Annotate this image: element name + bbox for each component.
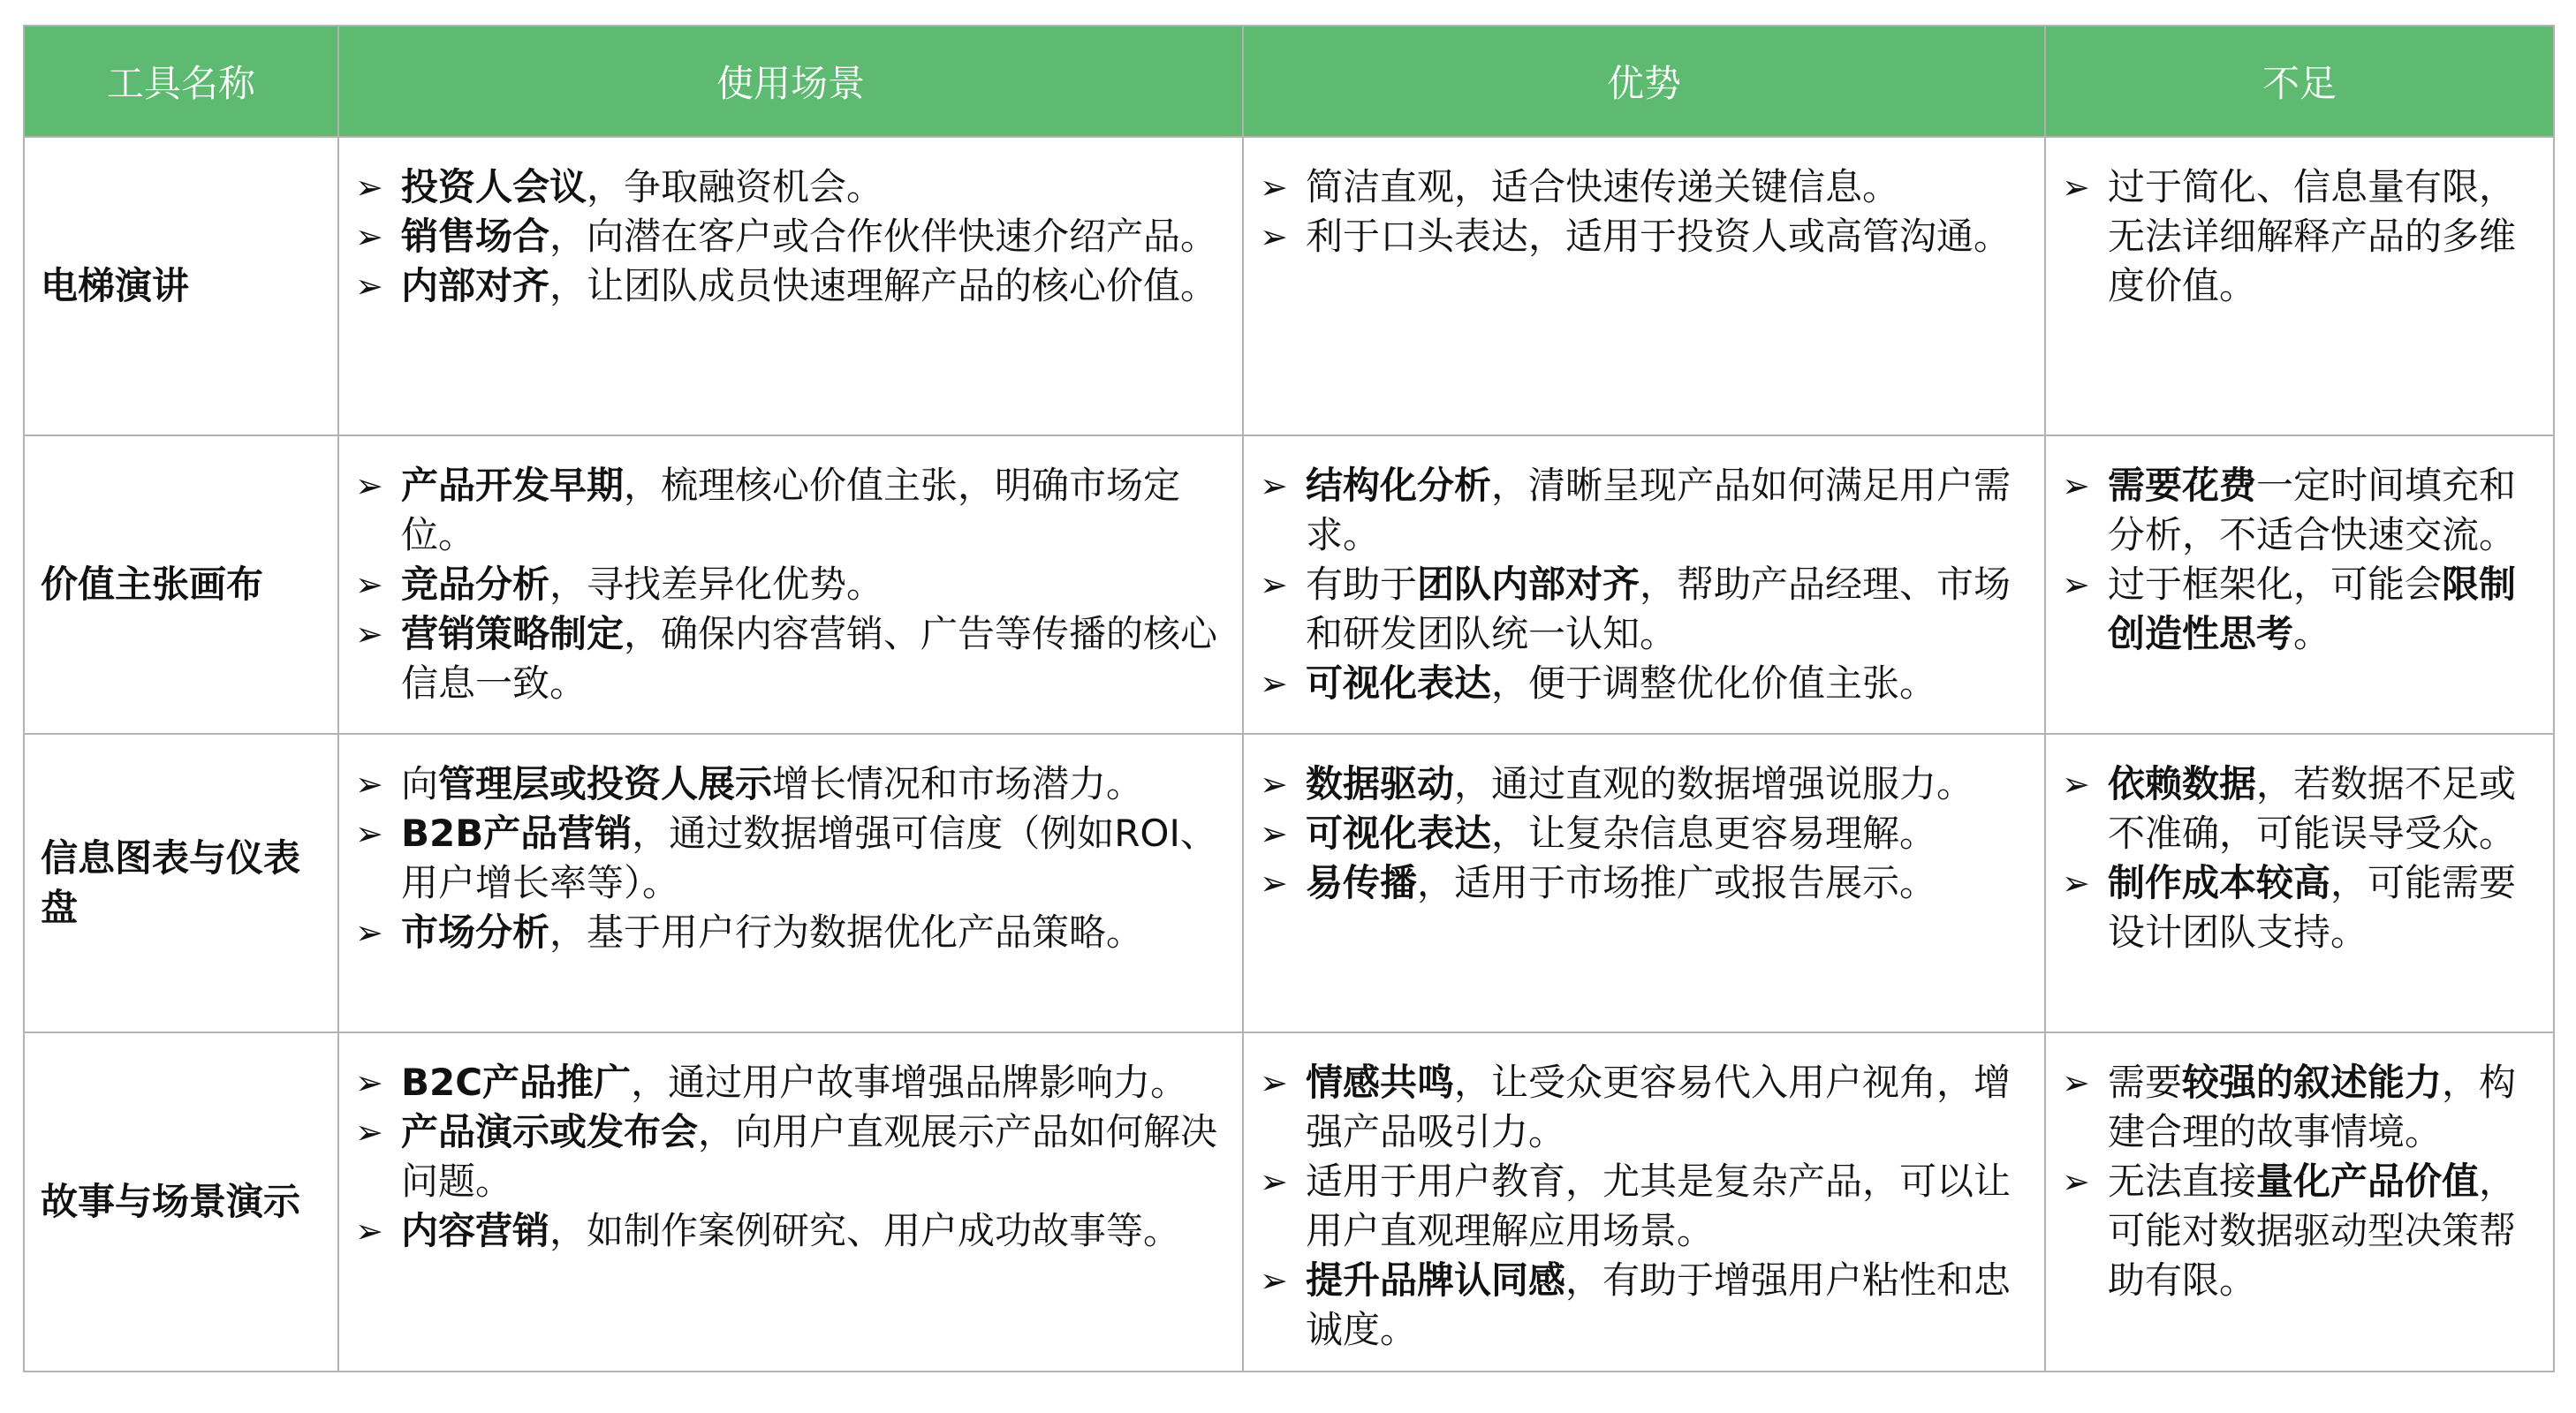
bullet-text: 增长情况和市场潜力。 bbox=[772, 762, 1144, 805]
tool-name-cell: 故事与场景演示 bbox=[24, 1032, 338, 1371]
arrow-bullet-icon: ➢ bbox=[1260, 765, 1288, 804]
bullet-text: ，让复杂信息更容易理解。 bbox=[1491, 812, 1937, 855]
bullet-text: ，构建合理的故事情境。 bbox=[2108, 1061, 2517, 1153]
arrow-bullet-icon: ➢ bbox=[355, 466, 383, 505]
arrow-bullet-icon: ➢ bbox=[355, 615, 383, 654]
bullet-item bbox=[1256, 461, 2032, 560]
arrow-bullet-icon: ➢ bbox=[1260, 1162, 1288, 1201]
arrow-bullet-icon: ➢ bbox=[355, 913, 383, 952]
bullet-text: 无法直接 bbox=[2108, 1160, 2257, 1203]
arrow-bullet-icon: ➢ bbox=[355, 267, 383, 306]
arrow-bullet-icon: ➢ bbox=[1260, 217, 1288, 256]
bullet-text: ，有助于增强用户粘性和忠诚度。 bbox=[1306, 1258, 2012, 1351]
bullet-item bbox=[1256, 858, 2032, 908]
arrow-bullet-icon: ➢ bbox=[1260, 168, 1288, 207]
emphasis-text: B2C产品推广 bbox=[401, 1061, 632, 1104]
bullet-item bbox=[1256, 1256, 2032, 1355]
bullet-text: ，可能需要设计团队支持。 bbox=[2108, 861, 2517, 954]
bullet-item bbox=[352, 609, 1230, 708]
bullet-item bbox=[1256, 1157, 2032, 1256]
emphasis-text: 团队内部对齐 bbox=[1417, 563, 1640, 606]
table-row bbox=[24, 435, 2554, 734]
arrow-bullet-icon: ➢ bbox=[2062, 168, 2090, 207]
bullet-item bbox=[1256, 809, 2032, 858]
header-row bbox=[24, 26, 2554, 137]
arrow-bullet-icon: ➢ bbox=[1260, 814, 1288, 853]
bullet-text: 需要 bbox=[2108, 1061, 2183, 1104]
arrow-bullet-icon: ➢ bbox=[2062, 1063, 2090, 1102]
arrow-bullet-icon: ➢ bbox=[2062, 1162, 2090, 1201]
bullet-item bbox=[352, 560, 1230, 609]
emphasis-text: 可视化表达 bbox=[1306, 661, 1492, 705]
bullet-item bbox=[352, 809, 1230, 908]
emphasis-text: 投资人会议 bbox=[401, 165, 587, 208]
arrow-bullet-icon: ➢ bbox=[355, 217, 383, 256]
bullet-item bbox=[1256, 659, 2032, 708]
bullet-item bbox=[1256, 759, 2032, 809]
table-row bbox=[24, 734, 2554, 1032]
bullet-item bbox=[2058, 1058, 2541, 1157]
emphasis-text: 内部对齐 bbox=[401, 264, 550, 307]
disadvantages-cell bbox=[2045, 1032, 2554, 1371]
bullet-text: 简洁直观，适合快速传递关键信息。 bbox=[1306, 165, 1900, 208]
bullet-item bbox=[1256, 212, 2032, 261]
header-scenarios: 使用场景 bbox=[338, 26, 1243, 137]
tool-name-cell: 信息图表与仪表盘 bbox=[24, 734, 338, 1032]
bullet-item bbox=[2058, 1157, 2541, 1305]
advantages-cell bbox=[1243, 734, 2045, 1032]
bullet-item bbox=[352, 461, 1230, 560]
bullet-text: ，争取融资机会。 bbox=[587, 165, 884, 208]
bullet-text: ，向潜在客户或合作伙伴快速介绍产品。 bbox=[549, 215, 1218, 258]
bullet-item bbox=[1256, 560, 2032, 659]
bullet-item bbox=[2058, 560, 2541, 659]
bullet-text: ，可能对数据驱动型决策帮助有限。 bbox=[2108, 1160, 2517, 1302]
bullet-item bbox=[2058, 759, 2541, 858]
emphasis-text: 竞品分析 bbox=[401, 563, 550, 606]
bullet-item bbox=[352, 1206, 1230, 1256]
emphasis-text: 市场分析 bbox=[401, 911, 550, 954]
comparison-table bbox=[23, 25, 2555, 1372]
arrow-bullet-icon: ➢ bbox=[1260, 864, 1288, 903]
arrow-bullet-icon: ➢ bbox=[355, 765, 383, 804]
bullet-text: ，寻找差异化优势。 bbox=[549, 563, 884, 606]
bullet-item bbox=[352, 908, 1230, 957]
emphasis-text: 需要花费 bbox=[2108, 464, 2257, 507]
emphasis-text: 限制创造性思考 bbox=[2108, 563, 2517, 655]
emphasis-text: 量化产品价值 bbox=[2256, 1160, 2480, 1203]
emphasis-text: 可视化表达 bbox=[1306, 812, 1492, 855]
emphasis-text: 内容营销 bbox=[401, 1209, 550, 1252]
arrow-bullet-icon: ➢ bbox=[1260, 1063, 1288, 1102]
bullet-text: 。 bbox=[2293, 612, 2331, 655]
bullet-text: 一定时间填充和分析，不适合快速交流。 bbox=[2108, 464, 2517, 556]
emphasis-text: 营销策略制定 bbox=[401, 612, 625, 655]
tool-name-cell: 电梯演讲 bbox=[24, 137, 338, 435]
bullet-item bbox=[352, 759, 1230, 809]
bullet-item bbox=[352, 1058, 1230, 1107]
bullet-text: 过于框架化，可能会 bbox=[2108, 563, 2443, 606]
bullet-item bbox=[2058, 858, 2541, 957]
bullet-item bbox=[2058, 461, 2541, 560]
emphasis-text: 提升品牌认同感 bbox=[1306, 1258, 1566, 1302]
arrow-bullet-icon: ➢ bbox=[355, 565, 383, 604]
table-row bbox=[24, 137, 2554, 435]
emphasis-text: 产品演示或发布会 bbox=[401, 1110, 699, 1153]
header-disadvantages: 不足 bbox=[2045, 26, 2554, 137]
bullet-text: ，通过直观的数据增强说服力。 bbox=[1454, 762, 1974, 805]
arrow-bullet-icon: ➢ bbox=[2062, 864, 2090, 903]
emphasis-text: 情感共鸣 bbox=[1306, 1061, 1455, 1104]
bullet-text: 适用于用户教育，尤其是复杂产品，可以让用户直观理解应用场景。 bbox=[1306, 1160, 2012, 1252]
arrow-bullet-icon: ➢ bbox=[355, 814, 383, 853]
emphasis-text: 数据驱动 bbox=[1306, 762, 1455, 805]
advantages-cell bbox=[1243, 1032, 2045, 1371]
bullet-text: ，通过用户故事增强品牌影响力。 bbox=[631, 1061, 1188, 1104]
emphasis-text: B2B产品营销 bbox=[401, 812, 633, 855]
emphasis-text: 管理层或投资人展示 bbox=[438, 762, 773, 805]
bullet-item bbox=[352, 212, 1230, 261]
bullet-text: 有助于 bbox=[1306, 563, 1418, 606]
bullet-item bbox=[1256, 162, 2032, 212]
bullet-text: ，若数据不足或不准确，可能误导受众。 bbox=[2108, 762, 2517, 855]
bullet-text: ，通过数据增强可信度（例如ROI、用户增长率等）。 bbox=[401, 812, 1217, 904]
bullet-text: 过于简化、信息量有限，无法详细解释产品的多维度价值。 bbox=[2108, 165, 2517, 307]
disadvantages-cell bbox=[2045, 137, 2554, 435]
bullet-text: ，让受众更容易代入用户视角，增强产品吸引力。 bbox=[1306, 1061, 2012, 1153]
arrow-bullet-icon: ➢ bbox=[2062, 765, 2090, 804]
bullet-text: ，清晰呈现产品如何满足用户需求。 bbox=[1306, 464, 2012, 556]
bullet-text: ，便于调整优化价值主张。 bbox=[1491, 661, 1937, 705]
bullet-text: ，基于用户行为数据优化产品策略。 bbox=[549, 911, 1144, 954]
table-row bbox=[24, 1032, 2554, 1371]
arrow-bullet-icon: ➢ bbox=[355, 1113, 383, 1152]
bullet-text: ，帮助产品经理、市场和研发团队统一认知。 bbox=[1306, 563, 2012, 655]
arrow-bullet-icon: ➢ bbox=[2062, 466, 2090, 505]
bullet-text: ，让团队成员快速理解产品的核心价值。 bbox=[549, 264, 1218, 307]
arrow-bullet-icon: ➢ bbox=[355, 1212, 383, 1251]
header-advantages: 优势 bbox=[1243, 26, 2045, 137]
bullet-text: ，向用户直观展示产品如何解决问题。 bbox=[401, 1110, 1218, 1203]
arrow-bullet-icon: ➢ bbox=[1260, 1261, 1288, 1300]
arrow-bullet-icon: ➢ bbox=[1260, 664, 1288, 703]
advantages-cell bbox=[1243, 435, 2045, 734]
emphasis-text: 易传播 bbox=[1306, 861, 1418, 904]
bullet-text: ，确保内容营销、广告等传播的核心信息一致。 bbox=[401, 612, 1218, 705]
arrow-bullet-icon: ➢ bbox=[355, 168, 383, 207]
header-tool-name: 工具名称 bbox=[24, 26, 338, 137]
arrow-bullet-icon: ➢ bbox=[1260, 466, 1288, 505]
emphasis-text: 依赖数据 bbox=[2108, 762, 2257, 805]
bullet-item bbox=[352, 1107, 1230, 1206]
emphasis-text: 制作成本较高 bbox=[2108, 861, 2331, 904]
scenarios-cell bbox=[338, 137, 1243, 435]
disadvantages-cell bbox=[2045, 734, 2554, 1032]
arrow-bullet-icon: ➢ bbox=[355, 1063, 383, 1102]
arrow-bullet-icon: ➢ bbox=[1260, 565, 1288, 604]
emphasis-text: 较强的叙述能力 bbox=[2182, 1061, 2443, 1104]
arrow-bullet-icon: ➢ bbox=[2062, 565, 2090, 604]
advantages-cell bbox=[1243, 137, 2045, 435]
bullet-item bbox=[1256, 1058, 2032, 1157]
bullet-item bbox=[352, 261, 1230, 311]
bullet-text: 利于口头表达，适用于投资人或高管沟通。 bbox=[1306, 215, 2012, 258]
emphasis-text: 销售场合 bbox=[401, 215, 550, 258]
scenarios-cell bbox=[338, 1032, 1243, 1371]
bullet-text: ，梳理核心价值主张，明确市场定位。 bbox=[401, 464, 1181, 556]
emphasis-text: 结构化分析 bbox=[1306, 464, 1492, 507]
bullet-text: ，适用于市场推广或报告展示。 bbox=[1417, 861, 1937, 904]
bullet-text: ，如制作案例研究、用户成功故事等。 bbox=[549, 1209, 1181, 1252]
bullet-item bbox=[352, 162, 1230, 212]
tool-name-cell: 价值主张画布 bbox=[24, 435, 338, 734]
bullet-item bbox=[2058, 162, 2541, 311]
disadvantages-cell bbox=[2045, 435, 2554, 734]
scenarios-cell bbox=[338, 734, 1243, 1032]
scenarios-cell bbox=[338, 435, 1243, 734]
emphasis-text: 产品开发早期 bbox=[401, 464, 625, 507]
bullet-text: 向 bbox=[401, 762, 439, 805]
